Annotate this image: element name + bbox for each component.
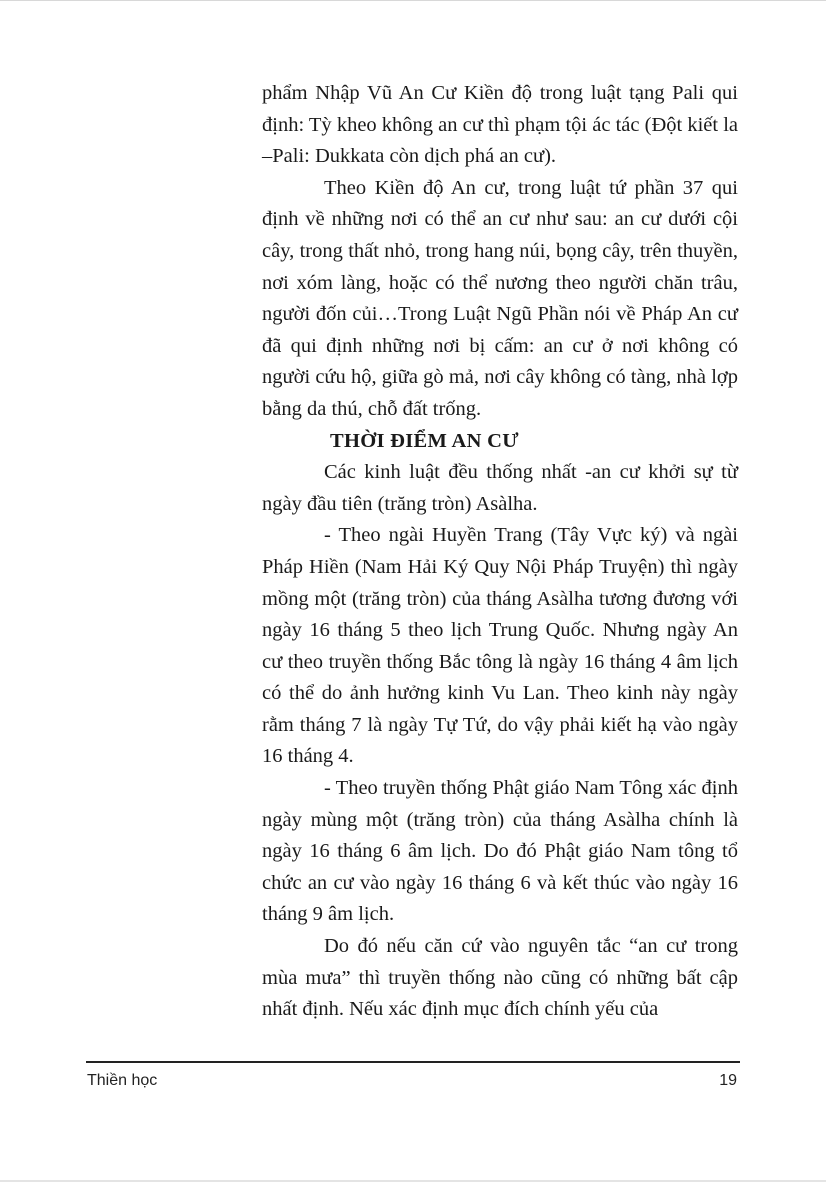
paragraph-huyen-trang: - Theo ngài Huyền Trang (Tây Vực ký) và ngài Pháp Hiền (Nam Hải Ký Quy Nội Pháp Truyện) thì ngày mồng một (trăng tròn) của tháng Asàlha tương đương với ngày 16 tháng 5 theo lịch Trung Quốc. Nhưng ngày An cư theo truyền thống Bắc tông là ngày 16 tháng 4 âm lịch có thể do ảnh hưởng kinh Vu Lan. Theo kinh này ngày rằm tháng 7 là ngày Tự Tứ, do vậy phải kiết hạ vào ngày 16 tháng 4.: [262, 524, 738, 768]
body-text: [262, 78, 738, 1026]
paragraph-an-cu-locations: Theo Kiền độ An cư, trong luật tứ phần 37 qui định về những nơi có thể an cư như sau: an cư dưới cội cây, trong thất nhỏ, trong hang núi, bọng cây, trên thuyền, nơi xóm làng, hoặc có thể nương theo người chăn trâu, người đốn củi…Trong Luật Ngũ Phần nói về Pháp An cư đã qui định những nơi bị cấm: an cư ở nơi không có người cứu hộ, giữa gò mả, nơi cây không có tàng, nhà lợp bằng da thú, chỗ đất trống.: [262, 176, 738, 420]
footer-rule: [86, 1061, 740, 1063]
page-number: 19: [719, 1072, 737, 1089]
paragraph-conclusion: Do đó nếu căn cứ vào nguyên tắc “an cư trong mùa mưa” thì truyền thống nào cũng có những bất cập nhất định. Nếu xác định mục đích chính yếu của: [262, 935, 738, 1021]
section-heading: THỜI ĐIỂM AN CƯ: [330, 429, 519, 452]
paragraph-continuation: phẩm Nhập Vũ An Cư Kiền độ trong luật tạng Pali qui định: Tỳ kheo không an cư thì phạm tội ác tác (Đột kiết la –Pali: Dukkata còn dịch phá an cư).: [262, 82, 738, 168]
paragraph-start-date: Các kinh luật đều thống nhất -an cư khởi sự từ ngày đầu tiên (trăng tròn) Asàlha.: [262, 461, 738, 515]
paragraph-nam-tong: - Theo truyền thống Phật giáo Nam Tông xác định ngày mùng một (trăng tròn) của tháng Asàlha chính là ngày 16 tháng 6 âm lịch. Do đó Phật giáo Nam tông tổ chức an cư vào ngày 16 tháng 6 và kết thúc vào ngày 16 tháng 9 âm lịch.: [262, 777, 738, 926]
page-top-edge: [0, 0, 826, 1]
footer-book-title: Thiền học: [87, 1072, 158, 1089]
